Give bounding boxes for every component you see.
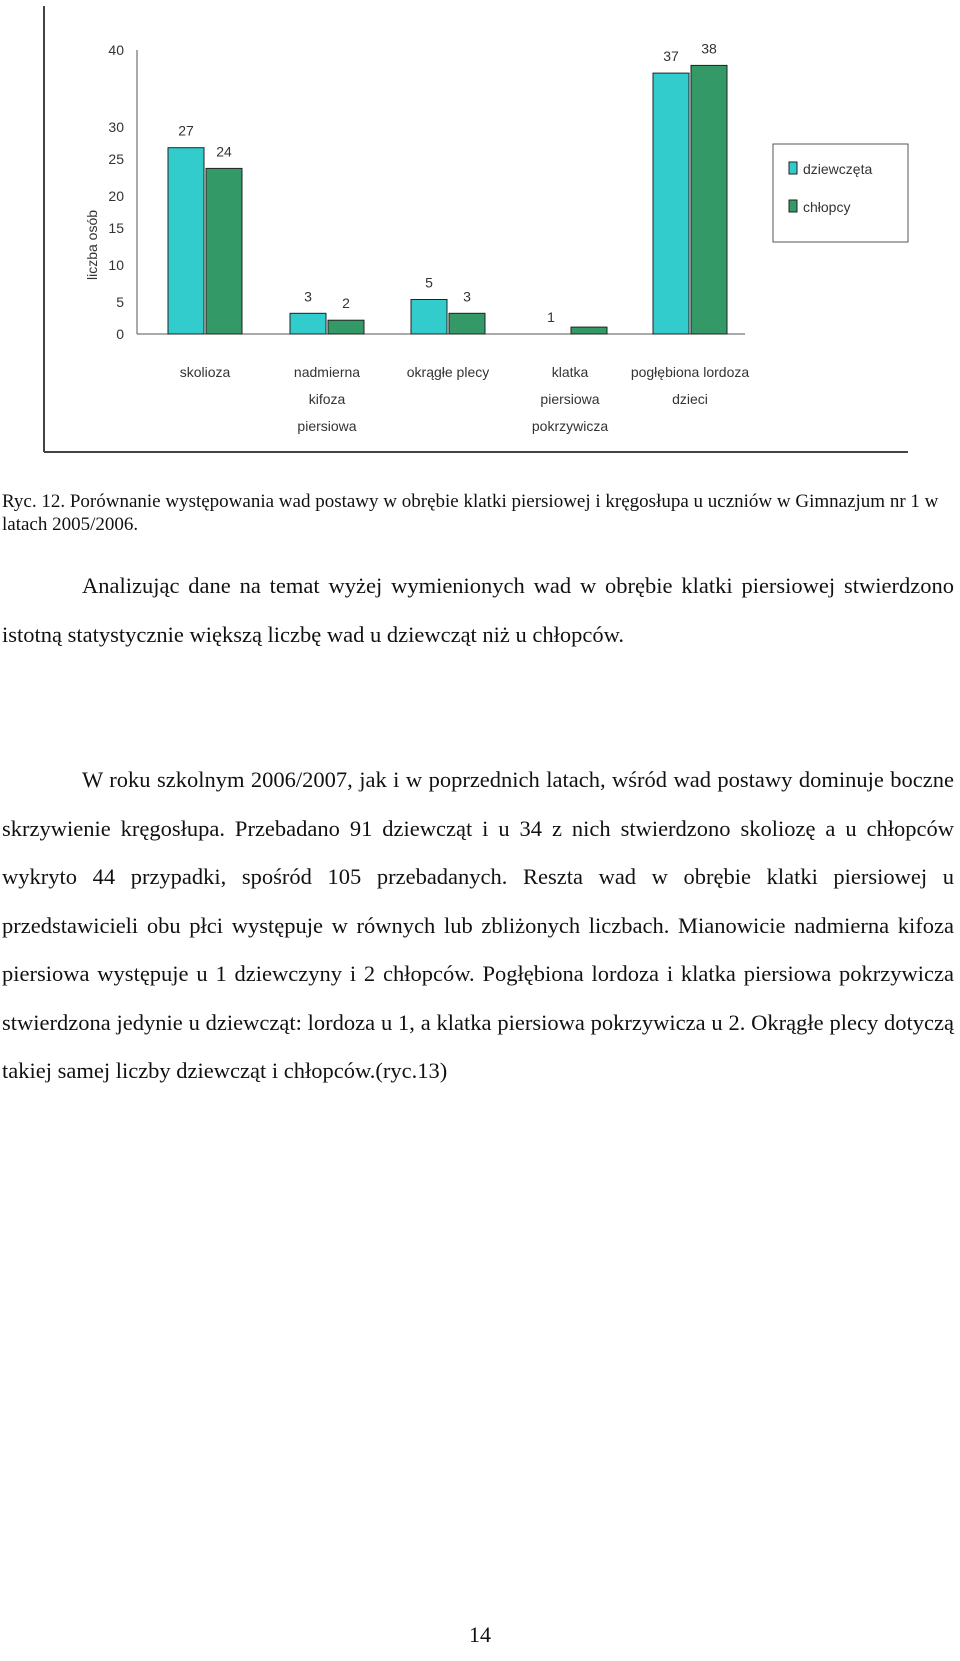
data-label: 1 <box>547 309 555 325</box>
legend-label: dziewczęta <box>803 161 873 177</box>
bar-boys <box>571 327 607 334</box>
paragraph-1-text: Analizując dane na temat wyżej wymienionych wad w obrębie klatki piersiowej stwierdzono istotną statystycznie większą liczbę wad u dziewcząt niż u chłopców. <box>2 573 954 647</box>
bar-chart <box>0 0 960 480</box>
category-label: piersiowa <box>297 418 357 434</box>
data-label: 27 <box>178 122 194 139</box>
y-axis-title: liczba osób <box>84 209 100 281</box>
y-tick-label: 5 <box>116 294 124 310</box>
category-label: kifoza <box>308 391 346 407</box>
y-tick-label: 30 <box>108 119 124 135</box>
bar-girls <box>290 313 326 334</box>
bar-boys <box>449 313 485 334</box>
category-label: pogłębiona lordoza <box>630 364 750 380</box>
bar-girls <box>168 148 204 334</box>
page-number: 14 <box>469 1622 491 1647</box>
bar-boys <box>206 168 242 334</box>
figure-chart <box>0 0 960 480</box>
y-tick-label: 40 <box>108 42 124 58</box>
data-label: 5 <box>425 274 433 291</box>
legend-box <box>773 144 908 242</box>
category-label: piersiowa <box>540 391 600 407</box>
legend-swatch <box>789 162 797 174</box>
y-tick-label: 15 <box>108 220 124 236</box>
bar-boys <box>691 65 727 334</box>
bar-girls <box>411 300 447 335</box>
data-label: 37 <box>663 48 679 65</box>
data-label: 24 <box>216 143 232 160</box>
category-label: skolioza <box>179 364 231 380</box>
bar-boys <box>328 320 364 334</box>
category-label: nadmierna <box>293 364 361 380</box>
category-label: dzieci <box>672 391 708 407</box>
y-tick-label: 0 <box>116 326 124 342</box>
paragraph-1 <box>2 562 954 659</box>
y-tick-label: 10 <box>108 257 124 273</box>
category-label: okrągłe plecy <box>406 364 490 380</box>
y-tick-label: 20 <box>108 188 124 204</box>
data-label: 2 <box>342 295 350 312</box>
legend-swatch <box>789 200 797 212</box>
y-tick-label: 25 <box>108 151 124 167</box>
figure-caption: Ryc. 12. Porównanie występowania wad postawy w obrębie klatki piersiowej i kręgosłupa u uczniów w Gimnazjum nr 1 w latach 2005/2006. <box>2 491 939 535</box>
paragraph-2-text: W roku szkolnym 2006/2007, jak i w poprzednich latach, wśród wad postawy dominuje boczne skrzywienie kręgosłupa. Przebadano 91 dziewcząt i u 34 z nich stwierdzono skoliozę a u chłopców wykryto 44 przypadki, spośród 105 przebadanych. Reszta wad w obrębie klatki piersiowej u przedstawicieli obu płci występuje w równych lub zbliżonych liczbach. Mianowicie nadmierna kifoza piersiowa występuje u 1 dziewczyny i 2 chłopców. Pogłębiona lordoza i klatka piersiowa pokrzywicza stwierdzona jedynie u dziewcząt: lordoza u 1, a klatka piersiowa pokrzywicza u 2. Okrągłe plecy dotyczą takiej samej liczby dziewcząt i chłopców.(ryc.13) <box>2 767 954 1083</box>
category-label: pokrzywicza <box>531 418 609 434</box>
category-label: klatka <box>551 364 589 380</box>
bar-girls <box>653 73 689 334</box>
data-label: 3 <box>304 288 312 305</box>
data-label: 38 <box>701 40 717 57</box>
data-label: 3 <box>463 288 471 305</box>
legend-label: chłopcy <box>803 199 851 215</box>
paragraph-2 <box>2 756 954 1096</box>
